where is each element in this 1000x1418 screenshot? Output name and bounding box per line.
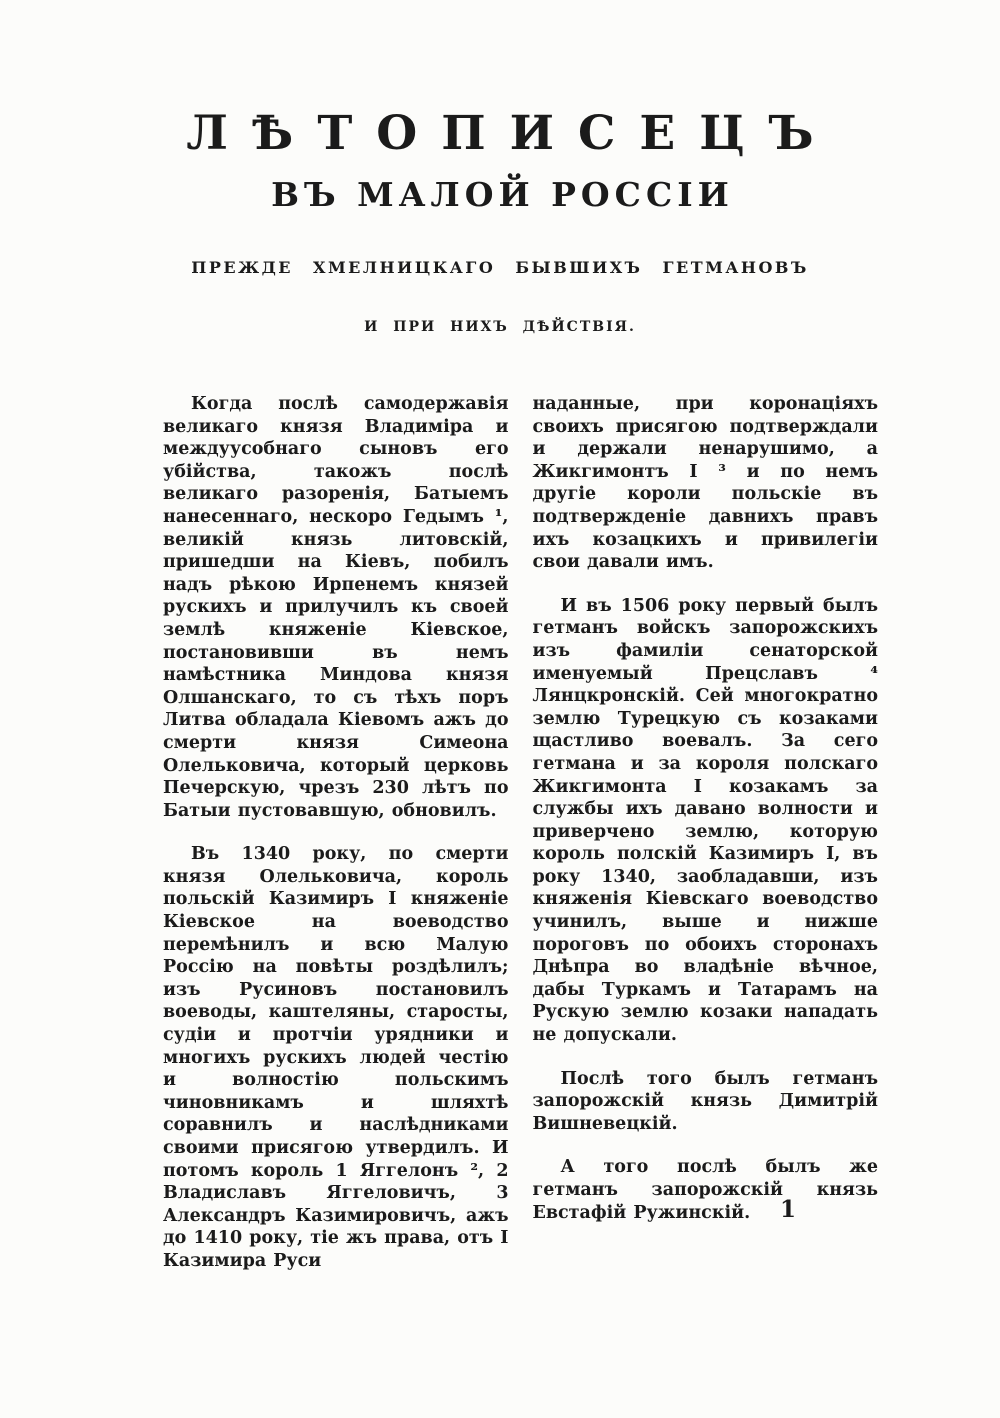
paragraph: наданные, при коронаціяхъ своихъ присягою подтверждали и держали ненарушимо, а Жикгимонтъ I ³ и по немъ другіе короли польскіе въ подтвержденіе давнихъ правъ ихъ козацкихъ и привилегіи свои давали имъ.: [532, 394, 878, 573]
paragraph: Когда послѣ самодержавія великаго князя Владиміра и междуусобнаго сыновъ его убійства, такожъ послѣ великаго разоренія, Батыемъ нанесеннаго, нескоро Гедымъ ¹, великій князь литовскій, пришедши на Кіевъ, побилъ надъ рѣкою Ирпенемъ князей рускихъ и прилучилъ къ своей землѣ княженіе Кіевское, постановивши въ немъ намѣстника Миндова князя Олшанскаго, то съ тѣхъ поръ Литва обладала Кіевомъ ажъ до смерти князя Симеона Олельковича, который церковь Печерскую, чрезъ 230 лѣтъ по Батыи пустовавшую, обновилъ.: [163, 394, 509, 821]
page-number: 1: [780, 1196, 797, 1223]
right-column: [533, 393, 879, 1294]
paragraph: А того послѣ былъ же гетманъ запорожскій князь Евстафій Ружинскій.: [532, 1157, 878, 1223]
header-heading-deeds: И ПРИ НИХЪ ДѢЙСТВІЯ.: [364, 319, 636, 335]
paragraph: Послѣ того былъ гетманъ запорожскій князь Димитрій Вишневецкій.: [532, 1068, 878, 1134]
left-column: [163, 393, 509, 1294]
page-subtitle: ВЪ МАЛОЙ РОССІИ: [271, 175, 734, 214]
paragraph: Въ 1340 року, по смерти князя Олельковича, король польскій Казимиръ I княженіе Кіевское на воеводство перемѣнилъ и всю Малую Россію на повѣты роздѣлилъ; изъ Русиновъ постановилъ воеводы, каштеляны, старосты, судіи и протчіи урядники и многихъ рускихъ людей честію и волностію польскимъ чиновникамъ и шляхтѣ соравнилъ и наслѣдниками своими присягою утвердилъ. И потомъ король 1 Яггелонъ ², 2 Владиславъ Яггеловичъ, 3 Александръ Казимировичъ, ажъ до 1410 року, тіе жъ права, отъ I Казимира Руси: [163, 844, 509, 1271]
page-title: ЛѢТОПИСЕЦЪ: [186, 106, 838, 161]
header-heading-gethmans: ПРЕЖДЕ ХМЕЛНИЦКАГО БЫВШИХЪ ГЕТМАНОВЪ: [191, 258, 809, 277]
text-columns: [0, 335, 1000, 1294]
paragraph: И въ 1506 року первый былъ гетманъ войскъ запорожскихъ изъ фамиліи сенаторской именуемый Прецславъ ⁴ Лянцкронскій. Сей многократно землю Турецкую съ козаками щастливо воевалъ. За сего гетмана и за короля полскаго Жикгимонта I козакамъ за службы ихъ давано волности и приверчено землю, которую король полскій Казимиръ I, въ року 1340, заобладавши, изъ княженія Кіевскаго воеводство учинилъ, выше и нижше пороговъ по обоихъ сторонахъ Днѣпра во владѣніе вѣчное, дабы Туркамъ и Татарамъ на Рускую землю козаки нападать не допускали.: [532, 595, 878, 1046]
